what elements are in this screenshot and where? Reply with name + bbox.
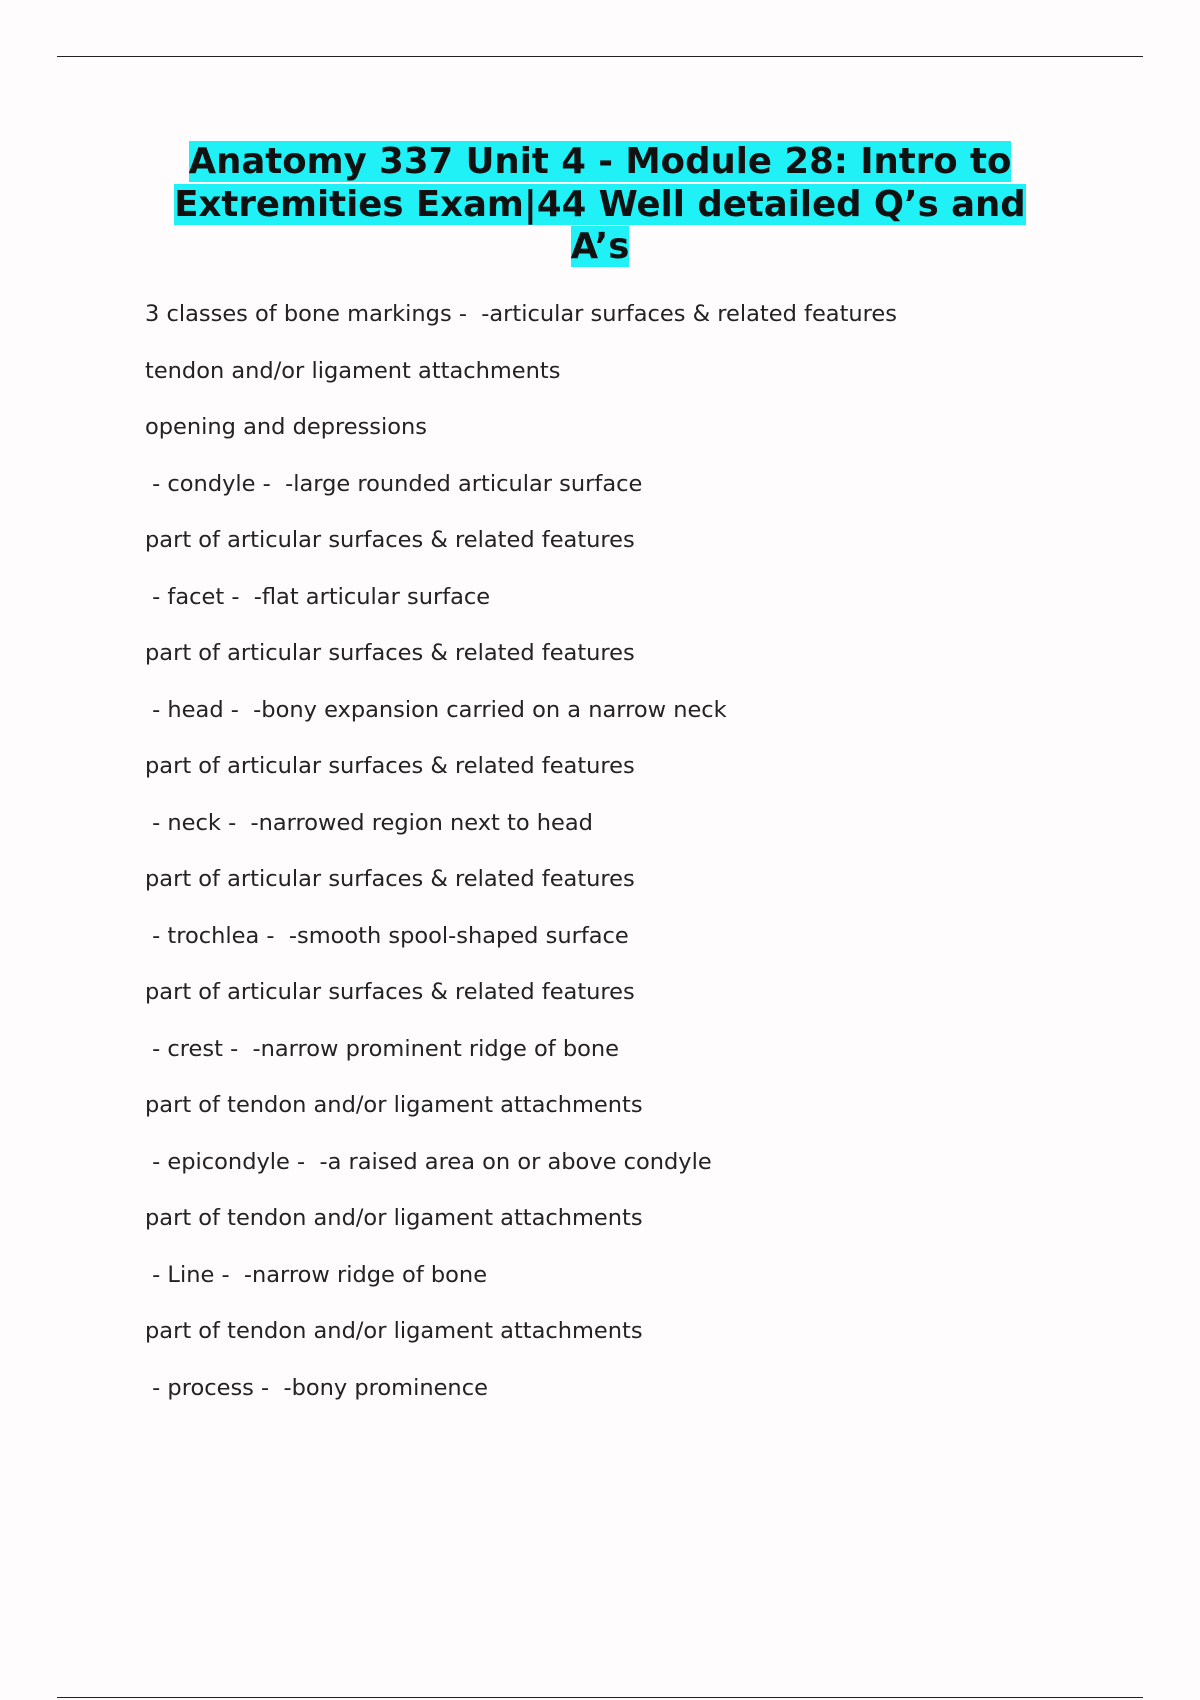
text-line: part of articular surfaces & related features <box>145 979 635 1005</box>
text-line: - Line - -narrow ridge of bone <box>145 1261 488 1288</box>
text-line: - trochlea - -smooth spool-shaped surface <box>145 922 629 949</box>
text-line: part of articular surfaces & related features <box>145 753 635 779</box>
bottom-divider <box>57 1697 1143 1698</box>
text-line: - neck - -narrowed region next to head <box>145 809 593 836</box>
text-line: - epicondyle - -a raised area on or above condyle <box>145 1148 712 1175</box>
text-line: part of articular surfaces & related features <box>145 527 635 553</box>
text-line: part of articular surfaces & related features <box>145 640 635 666</box>
text-line: - process - -bony prominence <box>145 1374 488 1401</box>
text-line: part of tendon and/or ligament attachments <box>145 1205 643 1231</box>
title-highlight: Anatomy 337 Unit 4 - Module 28: Intro to Extremities Exam|44 Well detailed Q’s and A’s <box>174 141 1026 267</box>
text-line: part of articular surfaces & related features <box>145 866 635 892</box>
text-line: - head - -bony expansion carried on a narrow neck <box>145 696 727 723</box>
text-line: - condyle - -large rounded articular surface <box>145 470 643 497</box>
text-line: 3 classes of bone markings - -articular surfaces & related features <box>145 301 897 327</box>
text-line: part of tendon and/or ligament attachments <box>145 1318 643 1344</box>
document-body <box>145 296 1105 1426</box>
text-line: tendon and/or ligament attachments <box>145 357 561 384</box>
top-divider <box>57 56 1143 57</box>
text-line: opening and depressions <box>145 414 428 440</box>
text-line: - crest - -narrow prominent ridge of bone <box>145 1035 619 1062</box>
document-title <box>145 141 1055 269</box>
text-line: part of tendon and/or ligament attachments <box>145 1092 643 1118</box>
text-line: - facet - -flat articular surface <box>145 583 491 610</box>
